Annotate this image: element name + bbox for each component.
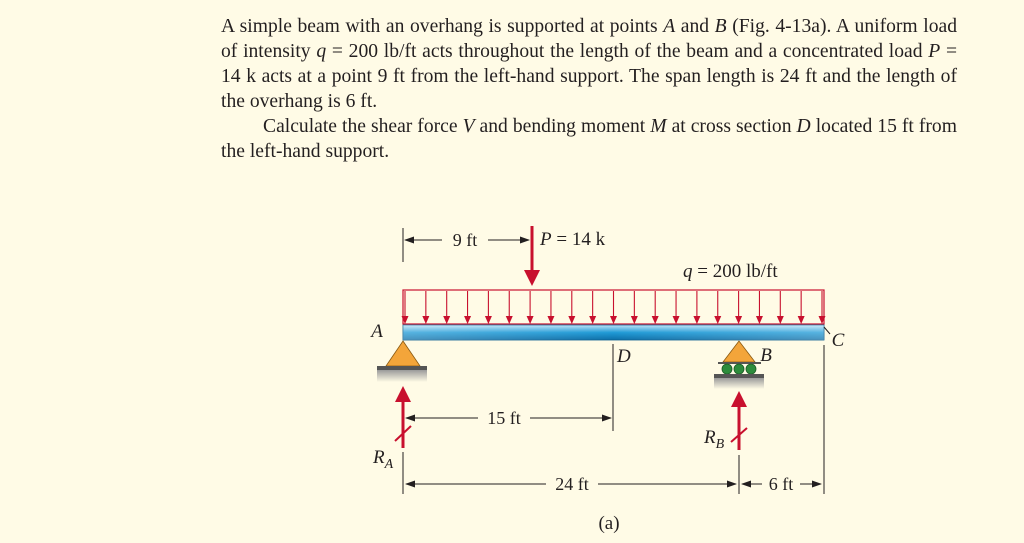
udl-arrow-head <box>631 316 638 324</box>
load-P-arrow <box>524 226 540 286</box>
support-B-roller <box>714 341 764 389</box>
udl-arrow-head <box>464 316 471 324</box>
figure-caption: (a) <box>598 513 620 534</box>
udl-arrow-head <box>422 316 429 324</box>
dim-24ft-label: 24 ft <box>555 474 589 494</box>
udl-arrow-head <box>693 316 700 324</box>
point-A-label: A <box>371 321 383 342</box>
udl-arrow-head <box>443 316 450 324</box>
dimension-24ft <box>406 474 736 494</box>
reaction-B-arrow <box>731 391 747 450</box>
udl-arrow-head <box>735 316 742 324</box>
udl-arrow-head <box>610 316 617 324</box>
point-B-label: B <box>760 345 772 366</box>
distributed-load <box>402 290 826 324</box>
dimension-15ft <box>406 408 611 428</box>
dim-9ft-label: 9 ft <box>452 230 478 250</box>
reaction-A-label: $R_A$ <box>373 447 394 472</box>
dim-15ft-label: 15 ft <box>487 408 521 428</box>
beam <box>403 325 824 340</box>
udl-arrow-head <box>756 316 763 324</box>
dimension-6ft <box>742 474 821 494</box>
udl-arrow-head <box>485 316 492 324</box>
problem-paragraph-1: A simple beam with an overhang is supported at points A and B (Fig. 4-13a). A uniform load of intensity q = 200 lb/ft acts throughout the length of the beam and a concentrated load P = 14 k acts at a point 9 ft from the left-hand support. The span length is 24 ft and the length of the overhang is 6 ft. <box>221 16 957 112</box>
reaction-B-label: $R_B$ <box>704 427 725 452</box>
udl-arrow-head <box>589 316 596 324</box>
udl-arrow-head <box>568 316 575 324</box>
load-q-label: q = 200 lb/ft <box>683 261 778 282</box>
udl-arrow-head <box>527 316 534 324</box>
udl-arrow-head <box>798 316 805 324</box>
problem-paragraph-2: Calculate the shear force V and bending moment M at cross section D located 15 ft from the left-hand support. <box>221 116 957 162</box>
udl-arrow-head <box>652 316 659 324</box>
udl-arrow-head <box>506 316 513 324</box>
reaction-A-arrow <box>395 386 411 448</box>
dim-6ft-label: 6 ft <box>768 474 794 494</box>
point-C-label: C <box>831 330 845 351</box>
udl-arrow-head <box>777 316 784 324</box>
udl-arrow-head <box>547 316 554 324</box>
udl-arrow-head <box>673 316 680 324</box>
point-D-label: D <box>617 346 631 367</box>
load-P-label: P = 14 k <box>540 229 606 250</box>
support-A-pin <box>377 341 427 382</box>
udl-arrow-head <box>714 316 721 324</box>
dimension-9ft <box>403 228 529 262</box>
